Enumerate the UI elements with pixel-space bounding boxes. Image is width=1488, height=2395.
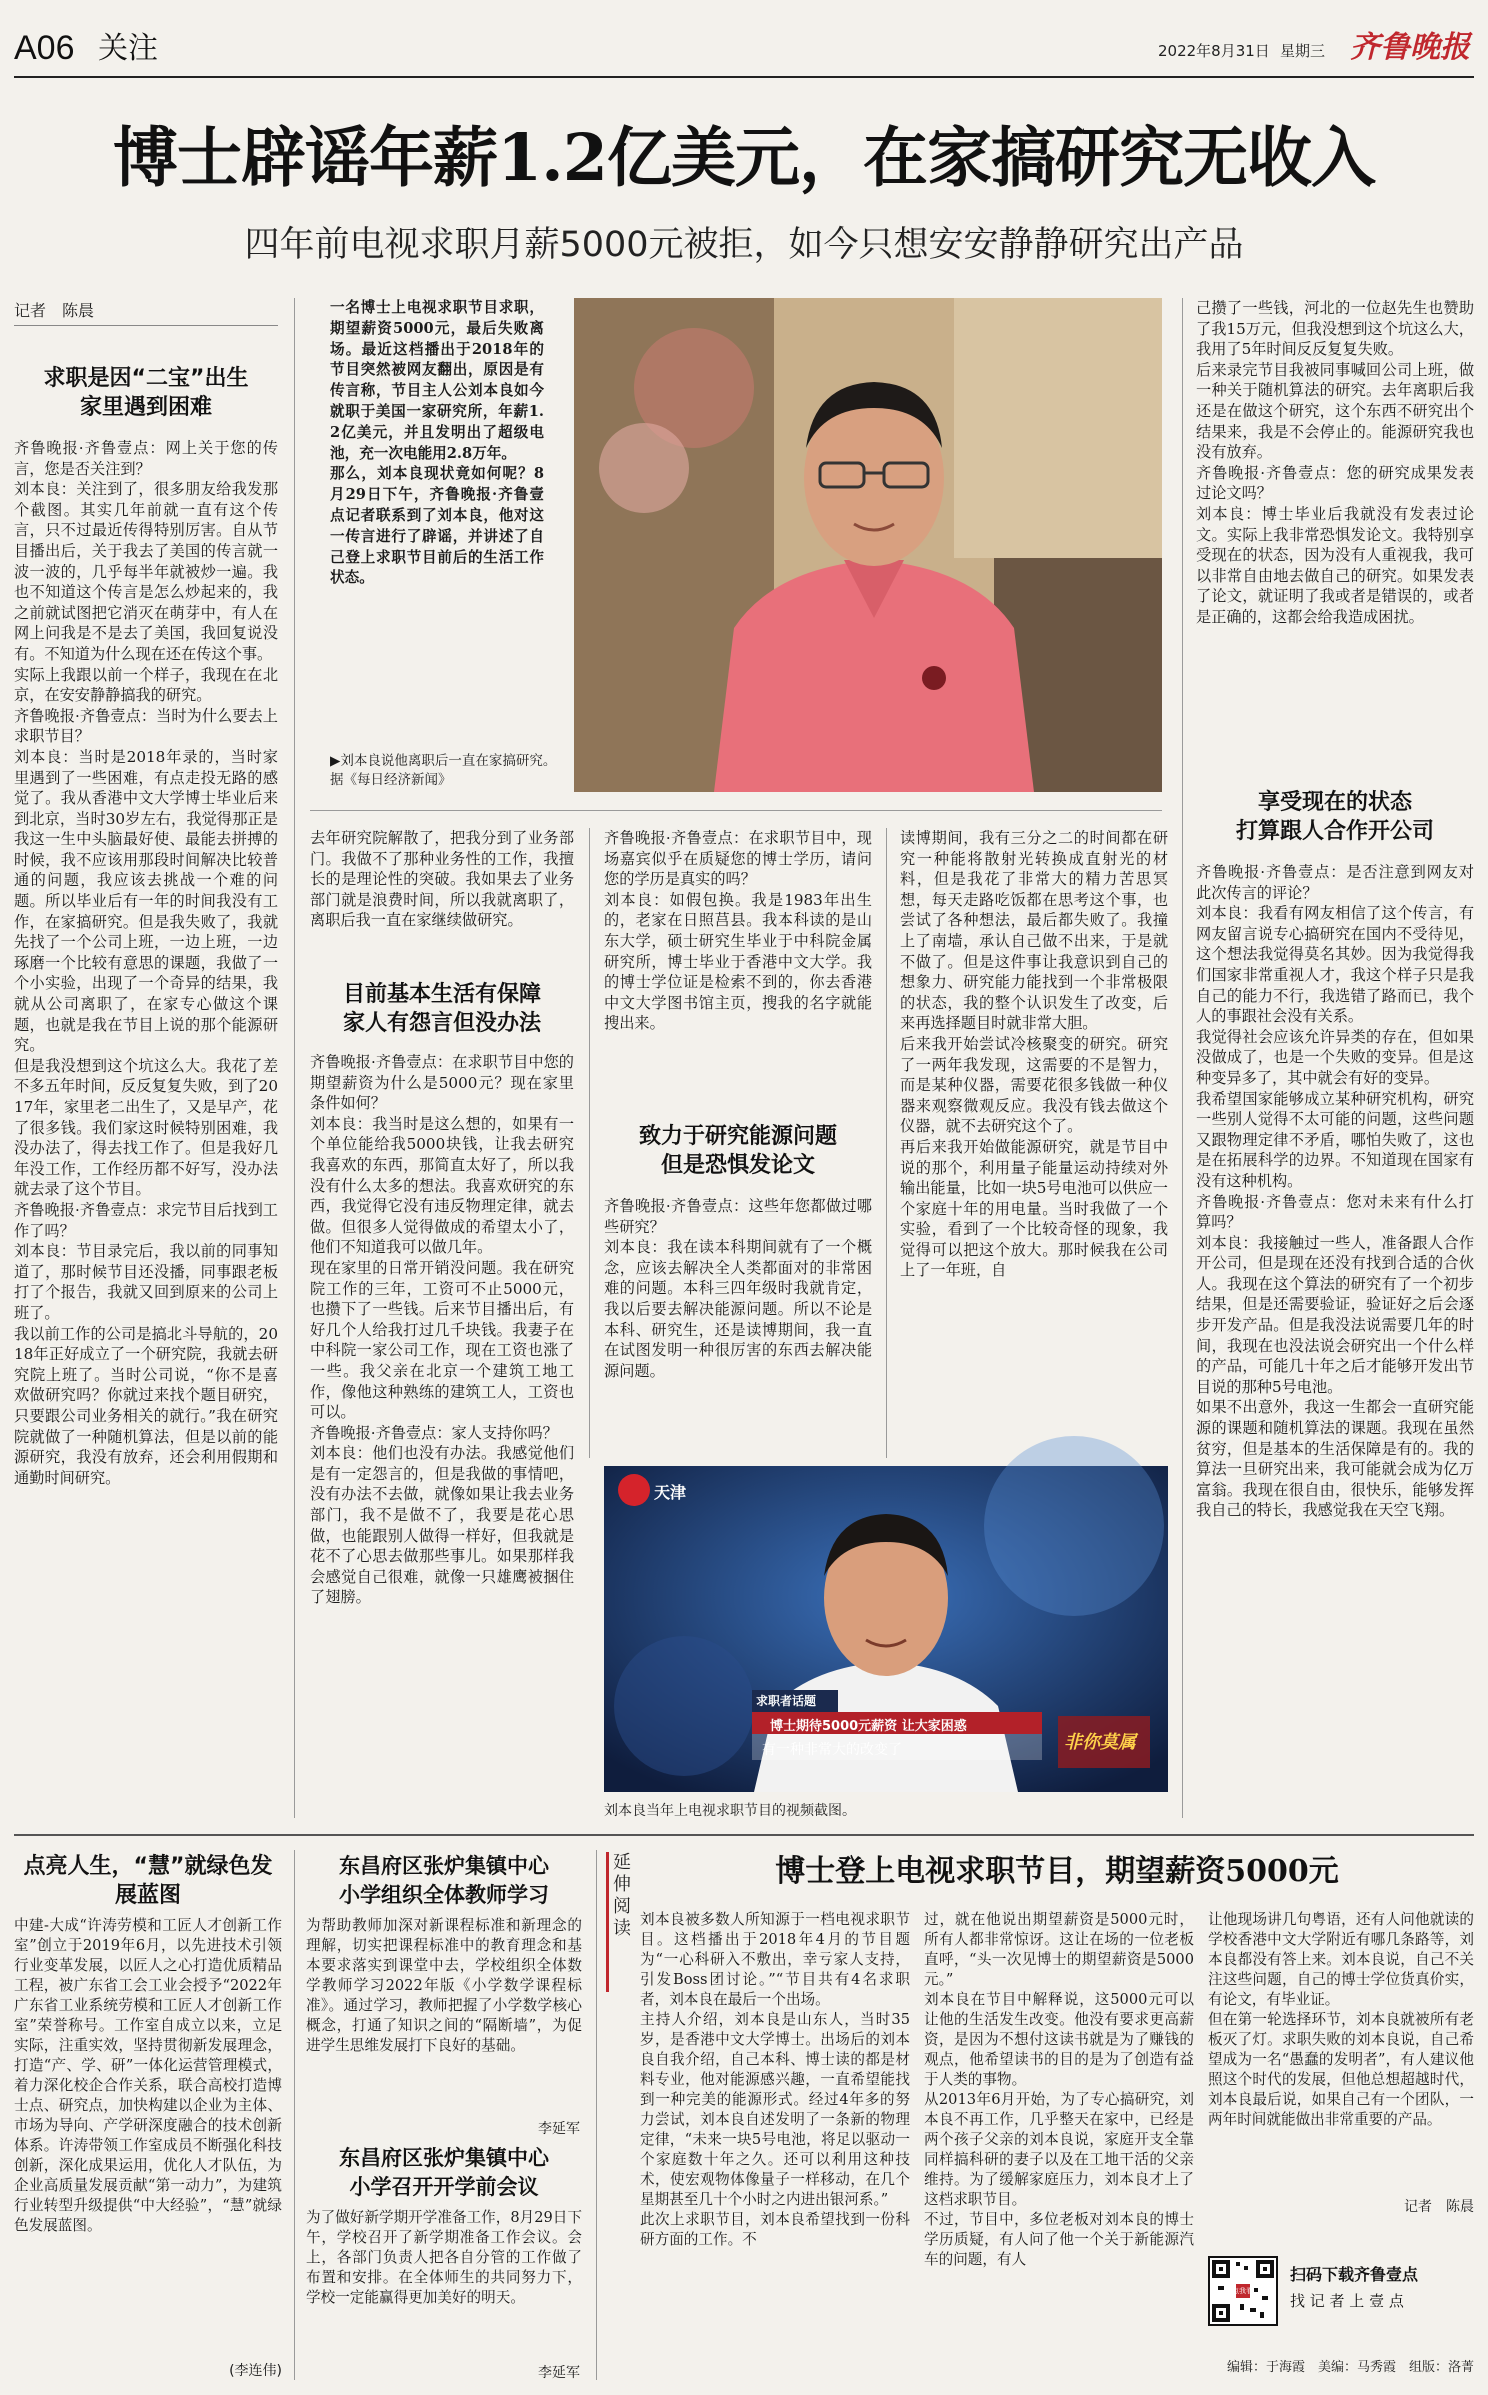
column-rule-2 [589,828,590,1458]
bottom-rule-2 [596,1850,597,2380]
byline: 记者 陈晨 [14,298,278,326]
col2-intro: 去年研究院解散了，把我分到了业务部门。我做不了那种业务性的工作，我擅长的是理论性的突破。我如果去了业务部门就是浪费时间，所以我就离职了，离职后我一直在家继续做研究。 [310,829,574,930]
extended-col-2: 过，就在他说出期望薪资是5000元时，所有人都非常惊讶。这让在场的一位老板直呼，“头一次见博士的期望薪资是5000元。” 刘本良在节目中解释说，这5000元可以让他的生活发生改变。他没有要求更高薪资，是因为不想付这读书就是为了赚钱的观点，他希望读书的目的是为了创造有益于人类的事物。 从2013年6月开始，为了专心搞研究，刘本良不再工作，几乎整天在家中，已经是两个孩子父亲的刘本良说，家庭开支全靠同样搞科研的妻子以及在工地干活的父亲维持。为了缓解家庭压力，刘本良才上了这档求职节目。 不过，节目中，多位老板对刘本良的博士学历质疑，有人问了他一个关于新能源汽车的问题，有人 [924,1911,1194,2268]
photo-rule [310,810,1162,811]
header-rule [14,76,1474,78]
page-code: A06 [14,29,75,67]
staff-credits: 编辑：于海霞 美编：马秀霞 组版：洛菁 [1226,2360,1474,2375]
qr-badge: 点我看 [1232,2287,1253,2295]
tv-show-logo: 非你莫属 [1064,1732,1136,1753]
section3-body: 齐鲁晚报·齐鲁壹点：这些年您都做过哪些研究？ 刘本良：我在读本科期间就有了一个概念，应该去解决全人类都面对的非常困难的问题。本科三四年级时我就肯定，我以后要去解决能源问题。所以不论是本科、研究生，还是读博期间，我一直在试图发明一种很厉害的东西去解决能源问题。 [604,1197,872,1380]
newspaper-logo: 齐鲁晚报 [1350,30,1470,65]
column-rule-3 [886,828,887,1458]
section1-body: 齐鲁晚报·齐鲁壹点：网上关于您的传言，您是否关注到？ 刘本良：关注到了，很多朋友给我发那个截图。其实几年前就一直有这个传言，只不过最近传得特别厉害。自从节目播出后，关于我去了美国的传言就一波一波的，几乎每半年就被炒一遍。我也不知道这个传言是怎么炒起来的，我之前就试图把它消灭在萌芽中，有人在网上问我是不是去了美国，我回复说没有。不知道为什么现在还在传这个事。 实际上我跟以前一个样子，我现在在北京，在安安静静搞我的研究。 齐鲁晚报·齐鲁壹点：当时为什么要去上求职节目？ 刘本良：当时是2018年录的，当时家里遇到了一些困难，有点走投无路的感觉了。我从香港中文大学博士毕业后来到北京，当时30岁左右，我觉得那正是我这一生中头脑最好使、最能去拼搏的时候，我不应该用那段时间解决比较普通的问题，我应该去挑战一个难的问题。所以毕业后有一年的时间我没有工作，在家搞研究。但是我失败了，我就先找了一个公司上班，一边上班，一边琢磨一个比较有意思的课题，我做了一个小实验，出现了一个奇异的结果，我就从公司离职了，在家专心做这个课题，也就是我在节目上说的那个能源研究。 但是我没想到这个坑这么大。我花了差不多五年时间，反反复复失败，到了2017年，家里老二出生了，又是早产，花了很多钱。我们家这时候特别困难，我没办法了，得去找工作了。但是我好几年没工作，工作经历都不好写，没办法就去录了这个节目。 齐鲁晚报·齐鲁壹点：求完节目后找到工作了吗？ 刘本良：节目录完后，我以前的同事知道了，那时候节目还没播，同事跟老板打了个报告，我就又回到原来的公司上班了。 我以前工作的公司是搞北斗导航的，2018年正好成立了一个研究院，我就去研究院上班了。当时公司说，“你不是喜欢做研究吗？你就过来找个题目研究，只要跟公司业务相关的就行。”我在研究院就做了一种随机算法，但是以前的能源研究，我没有放弃，还会利用假期和通勤时间研究。 [14,439,278,1487]
bottom-left-heading: 点亮人生，“慧”就绿色发展蓝图 [23,1854,273,1908]
section3-heading: 致力于研究能源问题 但是恐惧发论文 [638,1124,837,1178]
extended-col-1: 刘本良被多数人所知源于一档电视求职节目。这档播出于2018年4月的节目题为“一心科研入不敷出，幸亏家人支持，引发Boss团讨论。”“节目共有4名求职者，刘本良在最后一个出场。 主持人介绍，刘本良是山东人，当时35岁，是香港中文大学博士。出场后的刘本良自我介绍，自己本科、博士读的都是材料专业，他对能源感兴趣，一直希望能找到一种完美的能源形式。经过4年多的努力尝试，刘本良自述发明了一条新的物理定律，“未来一块5号电池，将足以驱动一个家庭数十年之久。还可以利用这种技术，使宏观物体像量子一样移动，在几个星期甚至几十个小时之内进出银河系。” 此次上求职节目，刘本良希望找到一份科研方面的工作。不 [640,1911,910,2248]
bottom-mid-heading-1: 东昌府区张炉集镇中心 小学组织全体教师学习 [339,1854,549,1907]
tv-tag: 求职者话题 [756,1694,817,1708]
column-rule-1 [294,298,295,1818]
section4-heading: 享受现在的状态 打算跟人合作开公司 [1235,790,1434,844]
bottom-mid-body-2: 为了做好新学期开学准备工作，8月29日下午，学校召开了新学期准备工作会议。会上，各部门负责人把各自分管的工作做了布置和安排。在全体师生的共同努力下，学校一定能赢得更加美好的明天。 [306,2209,582,2306]
section-name: 关注 [98,31,158,66]
extended-credit: 记者 陈晨 [1404,2199,1474,2215]
issue-weekday: 星期三 [1280,42,1326,60]
extended-col-3: 让他现场讲几句粤语，还有人问他就读的学校香港中文大学附近有哪几条路等，刘本良都没有答上来。刘本良说，自己不关注这些问题，自己的博士学位货真价实，有论文，有毕业证。 但在第一轮选择环节，刘本良就被所有老板灭了灯。求职失败的刘本良说，自己希望成为一名“愚蠢的发明者”，有人建议他照这个时代的发展，但他总想超越时代，刘本良最后说，如果自己有一个团队，一两年时间就能做出非常重要的产品。 [1208,1911,1474,2128]
main-subheadline: 四年前电视求职月薪5000元被拒，如今只想安安静静研究出产品 [244,225,1244,265]
tv-subtitle: 有一种非常大的改变了 [762,1742,902,1758]
section1-heading: 求职是因“二宝”出生 家里遇到困难 [43,366,249,420]
extended-reading-text: 延伸阅读 [613,1852,631,1939]
lead-paragraph: 一名博士上电视求职节目求职，期望薪资5000元，最后失败离场。最近这档播出于2018年的节目突然被网友翻出，原因是有传言称，节目主人公刘本良如今就职于美国一家研究所，年薪1.2亿美元，并且发明出了超级电池，充一次电能用2.8万年。 那么，刘本良现状竟如何呢？8月29日下午，齐鲁晚报·齐鲁壹点记者联系到了刘本良，他对这一传言进行了辟谣，并讲述了自己登上求职节目前后的生活工作状态。 [330,299,544,587]
section2-heading: 目前基本生活有保障 家人有怨言但没办法 [342,982,541,1036]
qr-text-2: 找 记 者 上 壹 点 [1290,2292,1404,2310]
extended-title: 博士登上电视求职节目，期望薪资5000元 [775,1854,1339,1889]
bottom-section-rule [14,1834,1474,1836]
tv-banner: 博士期待5000元薪资 让大家困惑 [770,1719,967,1734]
main-headline: 博士辟谣年薪1.2亿美元，在家搞研究无收入 [112,120,1376,196]
qr-text-1: 扫码下载齐鲁壹点 [1290,2265,1419,2284]
bottom-left-credit: (李连伟) [229,2363,282,2379]
photo1-caption: ▶刘本良说他离职后一直在家搞研究。 据《每日经济新闻》 [330,753,564,788]
photo-tv-screenshot [604,1466,1168,1792]
page-header [14,28,1474,70]
tv-channel-logo: 天津 [654,1483,687,1502]
extended-reading-label [606,1852,630,1992]
issue-date: 2022年8月31日 [1158,42,1270,60]
bottom-mid-credit-2: 李延军 [538,2365,580,2381]
section4-body: 齐鲁晚报·齐鲁壹点：是否注意到网友对此次传言的评论？ 刘本良：我看有网友相信了这个传言，有网友留言说专心搞研究在国内不受待见，这个想法我觉得莫名其妙。因为我觉得我们国家非常重视人才，我这个样子只是我自己的能力不行，我选错了路而已，我个人的事跟社会没有关系。 我觉得社会应该允许异类的存在，但如果没做成了，也是一个失败的变异。但是这种变异多了，其中就会有好的变异。 我希望国家能够成立某种研究机构，研究一些别人觉得不太可能的问题，这些问题又跟物理定律不矛盾，哪怕失败了，这也是在拓展科学的边界。不知道现在国家有没有这种机构。 齐鲁晚报·齐鲁壹点：您对未来有什么打算吗？ 刘本良：我接触过一些人，准备跟人合作开公司，但是现在还没有找到合适的合伙人。我现在这个算法的研究有了一个初步结果，但是还需要验证，验证好之后会逐步开发产品。但是我没法说需要几年的时间，我现在也没法说会研究出一个什么样的产品，可能几十年之后才能够开发出节目说的那种5号电池。 如果不出意外，我这一生都会一直研究能源的课题和随机算法的课题。我现在虽然贫穷，但是基本的生活保障是有的。我的算法一旦研究出来，我可能就会成为亿万富翁。我现在很自由，很快乐，能够发挥我自己的特长，我感觉我在天空飞翔。 [1196,863,1474,1520]
bottom-mid-body-1: 为帮助教师加深对新课程标准和新理念的理解，切实把课程标准中的教育理念和基本要求落实到课堂中去，学校组织全体数学教师学习2022年版《小学数学课程标准》。通过学习，教师把握了小学数学核心概念，打通了知识之间的“隔断墙”，为促进学生思维发展打下良好的基础。 [306,1917,582,2054]
tv-channel-badge [618,1474,650,1506]
qr-code[interactable] [1208,2256,1278,2326]
portrait-illustration [574,298,1162,792]
photo2-caption: 刘本良当年上电视求职节目的视频截图。 [604,1803,856,1819]
bottom-left-body: 中建-大成“许涛劳模和工匠人才创新工作室”创立于2019年6月，以先进技术引领行业变革发展，以匠人之心打造优质精品工程，被广东省工会工业会授予“2022年广东省工业系统劳模和工匠人才创新工作室”荣誉称号。工作室自成立以来，立足实际，注重实效，坚持贯彻新发展理念，打造“产、学、研”一体化运营管理模式，着力深化校企合作关系，联合高校打造博士点、研究点，加快构建以企业为主体、市场为导向、产学研深度融合的技术创新体系。许涛带领工作室成员不断强化科技创新，深化成果运用，优化人才队伍，为企业高质量发展贡献“第一动力”，为建筑行业转型升级提供“中大经验”，“慧”就绿色发展蓝图。 [14,1917,282,2234]
col3-intro: 齐鲁晚报·齐鲁壹点：在求职节目中，现场嘉宾似乎在质疑您的博士学历，请问您的学历是真实的吗？ 刘本良：如假包换。我是1983年出生的，老家在日照莒县。我本科读的是山东大学，硕士研究生毕业于中科院金属研究所，博士毕业于香港中文大学。我的博士学位证是检索不到的，你去香港中文大学图书馆主页，搜我的名字就能搜出来。 [604,829,872,1033]
photo-portrait [574,298,1162,792]
col4-body: 读博期间，我有三分之二的时间都在研究一种能将散射光转换成直射光的材料，但是我花了非常大的精力苦思冥想，每天走路吃饭都在思考这个事，也尝试了各种想法，最后都失败了。我撞上了南墙，承认自己做不出来，于是就不做了。但是这件事让我意识到自己的想象力、研究能力能找到一个非常极限的状态，我的整个认识发生了改变，后来再选择题目时就非常大胆。 后来我开始尝试冷核聚变的研究。研究了一两年我发现，这需要的不是智力，而是某种仪器，需要花很多钱做一种仪器来观察微观反应。我没有钱去做这个仪器，就不去研究这个了。 再后来我开始做能源研究，就是节目中说的那个，利用量子能量运动持续对外输出能量，比如一块5号电池可以供应一个家庭十年的用电量。当时我做了一个实验，看到了一个比较奇怪的现象，我觉得可以把这个放大。那时候我在公司上了一年班，自 [900,829,1168,1280]
bottom-rule-1 [294,1850,295,2380]
col5-body: 己攒了一些钱，河北的一位赵先生也赞助了我15万元，但我没想到这个坑这么大，我用了5年时间反反复复失败。 后来录完节目我被同事喊回公司上班，做一种关于随机算法的研究。去年离职后我还是在做这个研究，这个东西不研究出个结果来，我是不会停止的。能源研究我也没有放弃。 齐鲁晚报·齐鲁壹点：您的研究成果发表过论文吗？ 刘本良：博士毕业后我就没有发表过论文。实际上我非常恐惧发论文。我特别享受现在的状态，因为没有人重视我，我可以非常自由地去做自己的研究。如果发表了论文，就证明了我或者是错误的，或者是正确的，这都会给我造成困扰。 [1196,299,1474,626]
bottom-mid-credit-1: 李延军 [538,2121,580,2137]
bottom-mid-heading-2: 东昌府区张炉集镇中心 小学召开开学前会议 [339,2146,549,2199]
section2-body: 齐鲁晚报·齐鲁壹点：在求职节目中您的期望薪资为什么是5000元？现在家里条件如何？ 刘本良：我当时是这么想的，如果有一个单位能给我5000块钱，让我去研究我喜欢的东西，那简直太好了，所以我没有什么太多的想法。我喜欢研究的东西，我觉得它没有违反物理定律，就去做。但很多人觉得做成的希望太小了，他们不知道我可以做几年。 现在家里的日常开销没问题。我在研究院工作的三年，工资可不止5000元，也攒下了一些钱。后来节目播出后，有好几个人给我打过几千块钱。我妻子在中科院一家公司工作，现在工资也涨了一些。我父亲在北京一个建筑工地工作，像他这种熟练的建筑工人，工资也可以。 齐鲁晚报·齐鲁壹点：家人支持你吗？ 刘本良：他们也没有办法。我感觉他们是有一定怨言的，但是我做的事情吧，没有办法不去做，就像如果让我去业务部门，我不是做不了，我要是花心思做，也能跟别人做得一样好，但我就是花不了心思去做那些事儿。如果那样我会感觉自己很难，就像一只雄鹰被捆住了翅膀。 [310,1053,574,1607]
column-rule-4 [1182,298,1183,1818]
